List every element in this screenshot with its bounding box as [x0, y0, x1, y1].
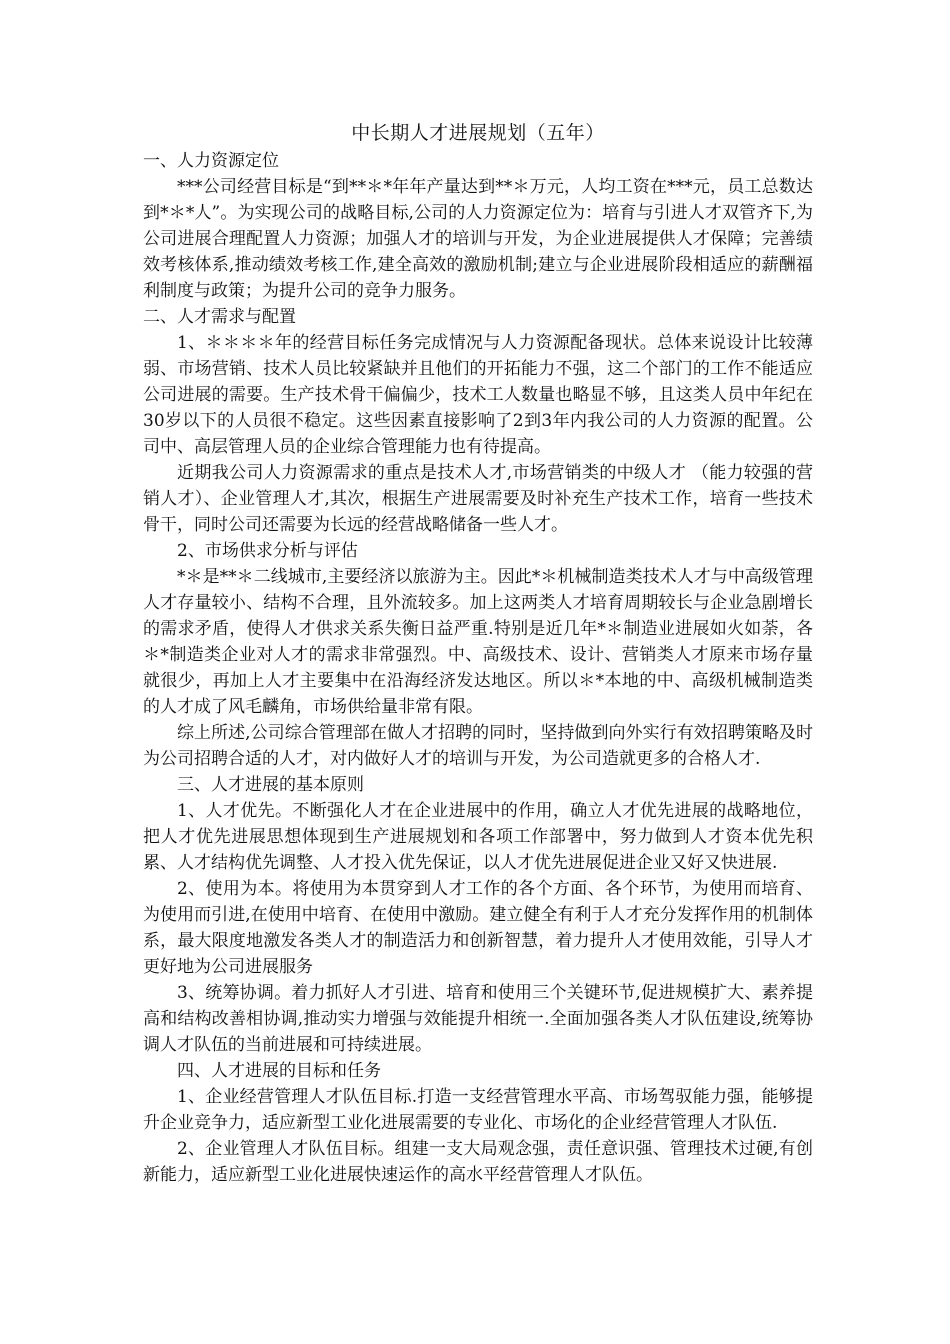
- section-heading-4: 四、人才进展的目标和任务: [177, 1061, 381, 1081]
- paragraph-principle-talent-first: 1、人才优先。不断强化人才在企业进展中的作用，确立人才优先进展的战略地位，把人才优先进展思想体现到生产进展规划和各项工作部署中，努力做到人才资本优先积累、人才结构优先调整、人才投入优先保证，以人才优先进展促进企业又好又快进展.: [143, 801, 813, 873]
- paragraph-hr-positioning: ***公司经营目标是“到**＊*年年产量达到**＊万元，人均工资在***元，员工总数达到*＊*人”。为实现公司的战略目标,公司的人力资源定位为：培育与引进人才双管齐下,为公司进展合理配置人力资源；加强人才的培训与开发，为企业进展提供人才保障；完善绩效考核体系,推动绩效考核工作,建全高效的激励机制;建立与企业进展阶段相适应的薪酬福利制度与政策；为提升公司的竞争力服务。: [143, 177, 813, 301]
- subheading-market-analysis: 2、市场供求分析与评估: [177, 541, 358, 561]
- paragraph-principle-use-based: 2、使用为本。将使用为本贯穿到人才工作的各个方面、各个环节，为使用而培育、为使用而引进,在使用中培育、在使用中激励。建立健全有利于人才充分发挥作用的机制体系，最大限度地激发各类人才的制造活力和创新智慧，着力提升人才使用效能，引导人才更好地为公司进展服务: [143, 879, 813, 977]
- paragraph-market-supply: *＊是**＊二线城市,主要经济以旅游为主。因此*＊机械制造类技术人才与中高级管理人才存量较小、结构不合理，且外流较多。加上这两类人才培育周期较长与企业急剧增长的需求矛盾，使得人才供求关系失衡日益严重.特别是近几年*＊制造业进展如火如荼，各＊*制造类企业对人才的需求非常强烈。中、高级技术、设计、营销类人才原来市场存量就很少，再加上人才主要集中在沿海经济发达地区。所以＊*本地的中、高级机械制造类的人才成了风毛麟角，市场供给量非常有限。: [143, 567, 813, 717]
- paragraph-demand-focus: 近期我公司人力资源需求的重点是技术人才,市场营销类的中级人才 （能力较强的营销人才）、企业管理人才,其次，根据生产进展需要及时补充生产技术工作，培育一些技术骨干，同时公司还需要为长远的经营战略储备一些人才。: [143, 463, 813, 535]
- paragraph-goal-enterprise-management: 2、企业管理人才队伍目标。组建一支大局观念强，责任意识强、管理技术过硬,有创新能力，适应新型工业化进展快速运作的高水平经营管理人才队伍。: [143, 1139, 813, 1185]
- paragraph-principle-coordination: 3、统筹协调。着力抓好人才引进、培育和使用三个关键环节,促进规模扩大、素养提高和结构改善相协调,推动实力增强与效能提升相统一.全面加强各类人才队伍建设,统筹协调人才队伍的当前进展和可持续进展。: [143, 983, 813, 1055]
- paragraph-goal-business-management: 1、企业经营管理人才队伍目标.打造一支经营管理水平高、市场驾驭能力强，能够提升企业竞争力，适应新型工业化进展需要的专业化、市场化的企业经营管理人才队伍.: [143, 1087, 813, 1133]
- document-title: 中长期人才进展规划（五年）: [351, 122, 605, 144]
- paragraph-demand-status: 1、＊＊＊＊年的经营目标任务完成情况与人力资源配备现状。总体来说设计比较薄弱、市场营销、技术人员比较紧缺并且他们的开拓能力不强，这二个部门的工作不能适应公司进展的需要。生产技术骨干偏偏少，技术工人数量也略显不够，且这类人员中年纪在30岁以下的人员很不稳定。这些因素直接影响了2到3年内我公司的人力资源的配置。公司中、高层管理人员的企业综合管理能力也有待提高。: [143, 333, 813, 457]
- section-heading-2: 二、人才需求与配置: [143, 307, 296, 327]
- section-heading-1: 一、人力资源定位: [143, 151, 279, 171]
- section-heading-3: 三、人才进展的基本原则: [177, 775, 364, 795]
- document-page: [143, 118, 813, 1188]
- paragraph-summary: 综上所述,公司综合管理部在做人才招聘的同时，坚持做到向外实行有效招聘策略及时为公司招聘合适的人才，对内做好人才的培训与开发，为公司造就更多的合格人才.: [143, 723, 813, 769]
